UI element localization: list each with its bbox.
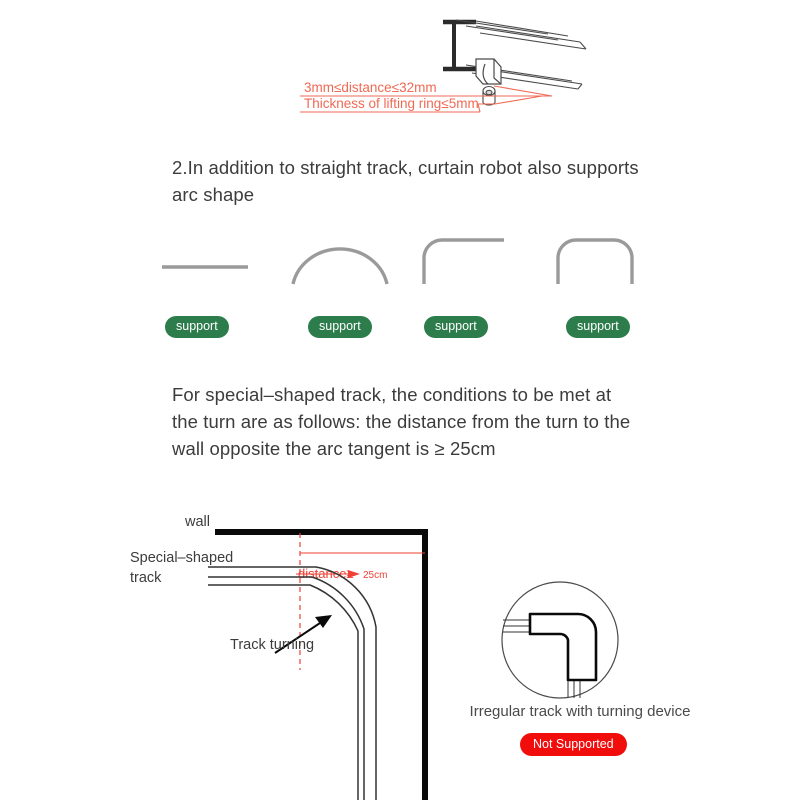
support-badge: support xyxy=(165,316,229,338)
special-shaped-track-art xyxy=(208,567,376,800)
track-turning-diagram xyxy=(120,505,470,800)
distance-value: 25cm xyxy=(363,570,388,581)
elbow-device-shape xyxy=(530,614,596,680)
distance-measure-art xyxy=(300,533,425,670)
support-badge: support xyxy=(308,316,372,338)
supported-shapes-row xyxy=(150,222,670,352)
unsupported-track-inset xyxy=(430,570,770,770)
distance-annotation-label: 3mm≤distance≤32mm xyxy=(304,80,437,95)
shape-item-arc xyxy=(280,222,400,352)
arc-track-icon xyxy=(280,222,400,292)
straight-track-icon xyxy=(150,222,270,292)
distance-label: distance≥ xyxy=(298,566,354,581)
track-label-line2: track xyxy=(130,570,162,586)
condition-paragraph: For special–shaped track, the conditions to be met at the turn are as follows: the distance from the turn to the wall opposite the arc tangent is ≥ 25cm xyxy=(172,384,631,459)
thickness-annotation-label: Thickness of lifting ring≤5mm xyxy=(304,96,479,111)
support-badge: support xyxy=(566,316,630,338)
l-corner-track-icon xyxy=(412,222,532,292)
track-label-line1: Special–shaped xyxy=(130,550,234,566)
support-badge: support xyxy=(424,316,488,338)
track-turning-label: Track turning xyxy=(230,637,315,653)
inset-circle-outline xyxy=(502,582,618,698)
intro-paragraph: 2.In addition to straight track, curtain robot also supports arc shape xyxy=(172,157,639,205)
lifting-ring-clamp-art xyxy=(476,59,501,84)
inset-caption: Irregular track with turning device xyxy=(469,703,691,720)
not-supported-badge: Not Supported xyxy=(520,733,627,756)
turning-device-icon xyxy=(490,578,630,703)
ceiling-rail-art xyxy=(443,20,586,89)
rail-lifting-ring-diagram xyxy=(280,0,800,140)
u-shape-track-icon xyxy=(540,222,660,292)
shape-item-u-shape xyxy=(540,222,660,352)
wall-label: wall xyxy=(185,514,210,530)
shape-item-straight xyxy=(150,222,270,352)
shape-item-l-corner xyxy=(412,222,532,352)
